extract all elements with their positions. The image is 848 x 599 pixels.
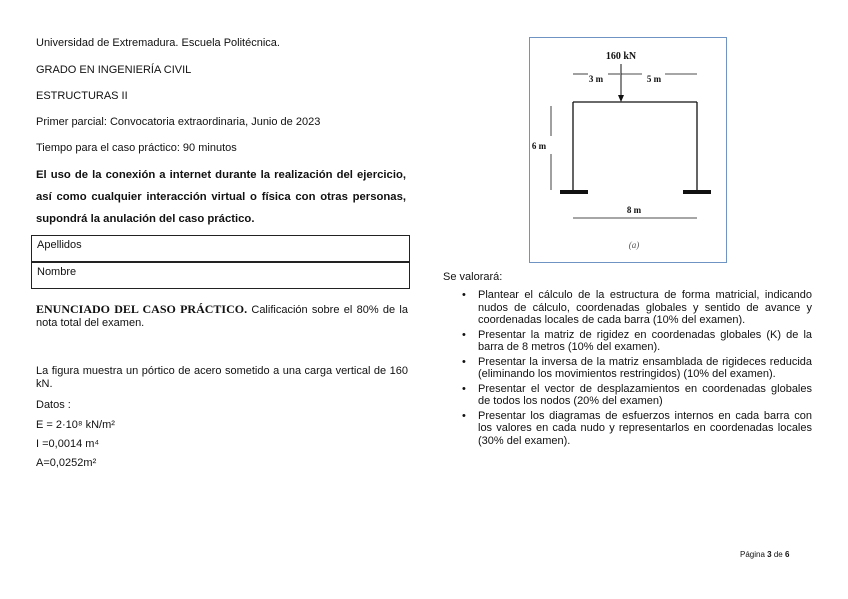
name-label: Nombre bbox=[37, 266, 77, 278]
degree-line: GRADO EN INGENIERÍA CIVIL bbox=[36, 64, 192, 76]
dim-left-label: 3 m bbox=[588, 74, 604, 84]
of-word: de bbox=[773, 550, 783, 559]
criteria-item bbox=[462, 383, 812, 408]
left-support bbox=[560, 190, 588, 194]
height-label: 6 m bbox=[531, 141, 547, 151]
criteria-item bbox=[462, 356, 812, 381]
page-word: Página bbox=[740, 550, 765, 559]
dim-right-label: 5 m bbox=[646, 74, 662, 84]
frame-figure bbox=[529, 37, 727, 263]
youngs-modulus: E = 2·10⁸ kN/m² bbox=[36, 419, 115, 431]
page-number: 3 bbox=[767, 550, 772, 559]
datos-label: Datos : bbox=[36, 399, 71, 411]
description-paragraph: La figura muestra un pórtico de acero sometido a una carga vertical de 160 kN. bbox=[36, 365, 408, 390]
criteria-text-2: Presentar la matriz de rigidez en coordenadas globales (K) de la barra de 8 metros (10% del examen). bbox=[478, 328, 812, 353]
warning-paragraph: El uso de la conexión a internet durante la realización del ejercicio, así como cualquier interacción virtual o física con otras personas, supondrá la anulación del caso práctico. bbox=[36, 169, 406, 225]
criteria-title: Se valorará: bbox=[443, 271, 503, 283]
course-line: ESTRUCTURAS II bbox=[36, 90, 128, 102]
criteria-item bbox=[462, 329, 812, 354]
surname-label: Apellidos bbox=[37, 239, 82, 251]
criteria-text-4: Presentar el vector de desplazamientos en coordenadas globales de todos los nodos (20% del examen) bbox=[478, 382, 812, 407]
bullet-5: • bbox=[462, 409, 466, 422]
inertia-value: I =0,0014 m⁴ bbox=[36, 438, 100, 450]
criteria-list bbox=[462, 289, 812, 449]
area-value: A=0,0252m² bbox=[36, 457, 97, 469]
statement-grading: Calificación sobre el 80% de la nota total del examen. bbox=[36, 304, 408, 329]
criteria-item bbox=[462, 289, 812, 327]
span-label: 8 m bbox=[626, 205, 642, 215]
bullet-3: • bbox=[462, 355, 466, 368]
criteria-text-5: Presentar los diagramas de esfuerzos internos en cada barra con los valores en cada nudo y representarlos en coordenadas locales (30% del examen). bbox=[478, 409, 812, 447]
name-field[interactable] bbox=[31, 262, 410, 289]
statement-paragraph bbox=[36, 303, 408, 330]
criteria-item bbox=[462, 410, 812, 448]
right-support bbox=[683, 190, 711, 194]
time-line: Tiempo para el caso práctico: 90 minutos bbox=[36, 142, 237, 154]
load-label: 160 kN bbox=[605, 51, 637, 62]
page-footer bbox=[740, 550, 789, 559]
bullet-1: • bbox=[462, 289, 466, 301]
surname-field[interactable] bbox=[31, 235, 410, 262]
university-line: Universidad de Extremadura. Escuela Politécnica. bbox=[36, 37, 280, 49]
load-arrow-head bbox=[618, 95, 624, 102]
frame-diagram bbox=[530, 38, 726, 262]
criteria-text-1: Plantear el cálculo de la estructura de forma matricial, indicando nudos de cálculo, coordenadas globales y sentido de avance y coordenadas locales de cada barra (10% del examen). bbox=[478, 289, 812, 326]
statement-title: ENUNCIADO DEL CASO PRÁCTICO. bbox=[36, 302, 248, 316]
bullet-4: • bbox=[462, 382, 466, 395]
page-total: 6 bbox=[784, 550, 790, 559]
bullet-2: • bbox=[462, 328, 466, 341]
exam-line: Primer parcial: Convocatoria extraordinaria, Junio de 2023 bbox=[36, 116, 321, 128]
figure-caption: (a) bbox=[628, 240, 640, 250]
criteria-text-3: Presentar la inversa de la matriz ensamblada de rigideces reducida (eliminando los movimientos restringidos) (10% del examen). bbox=[478, 355, 812, 380]
